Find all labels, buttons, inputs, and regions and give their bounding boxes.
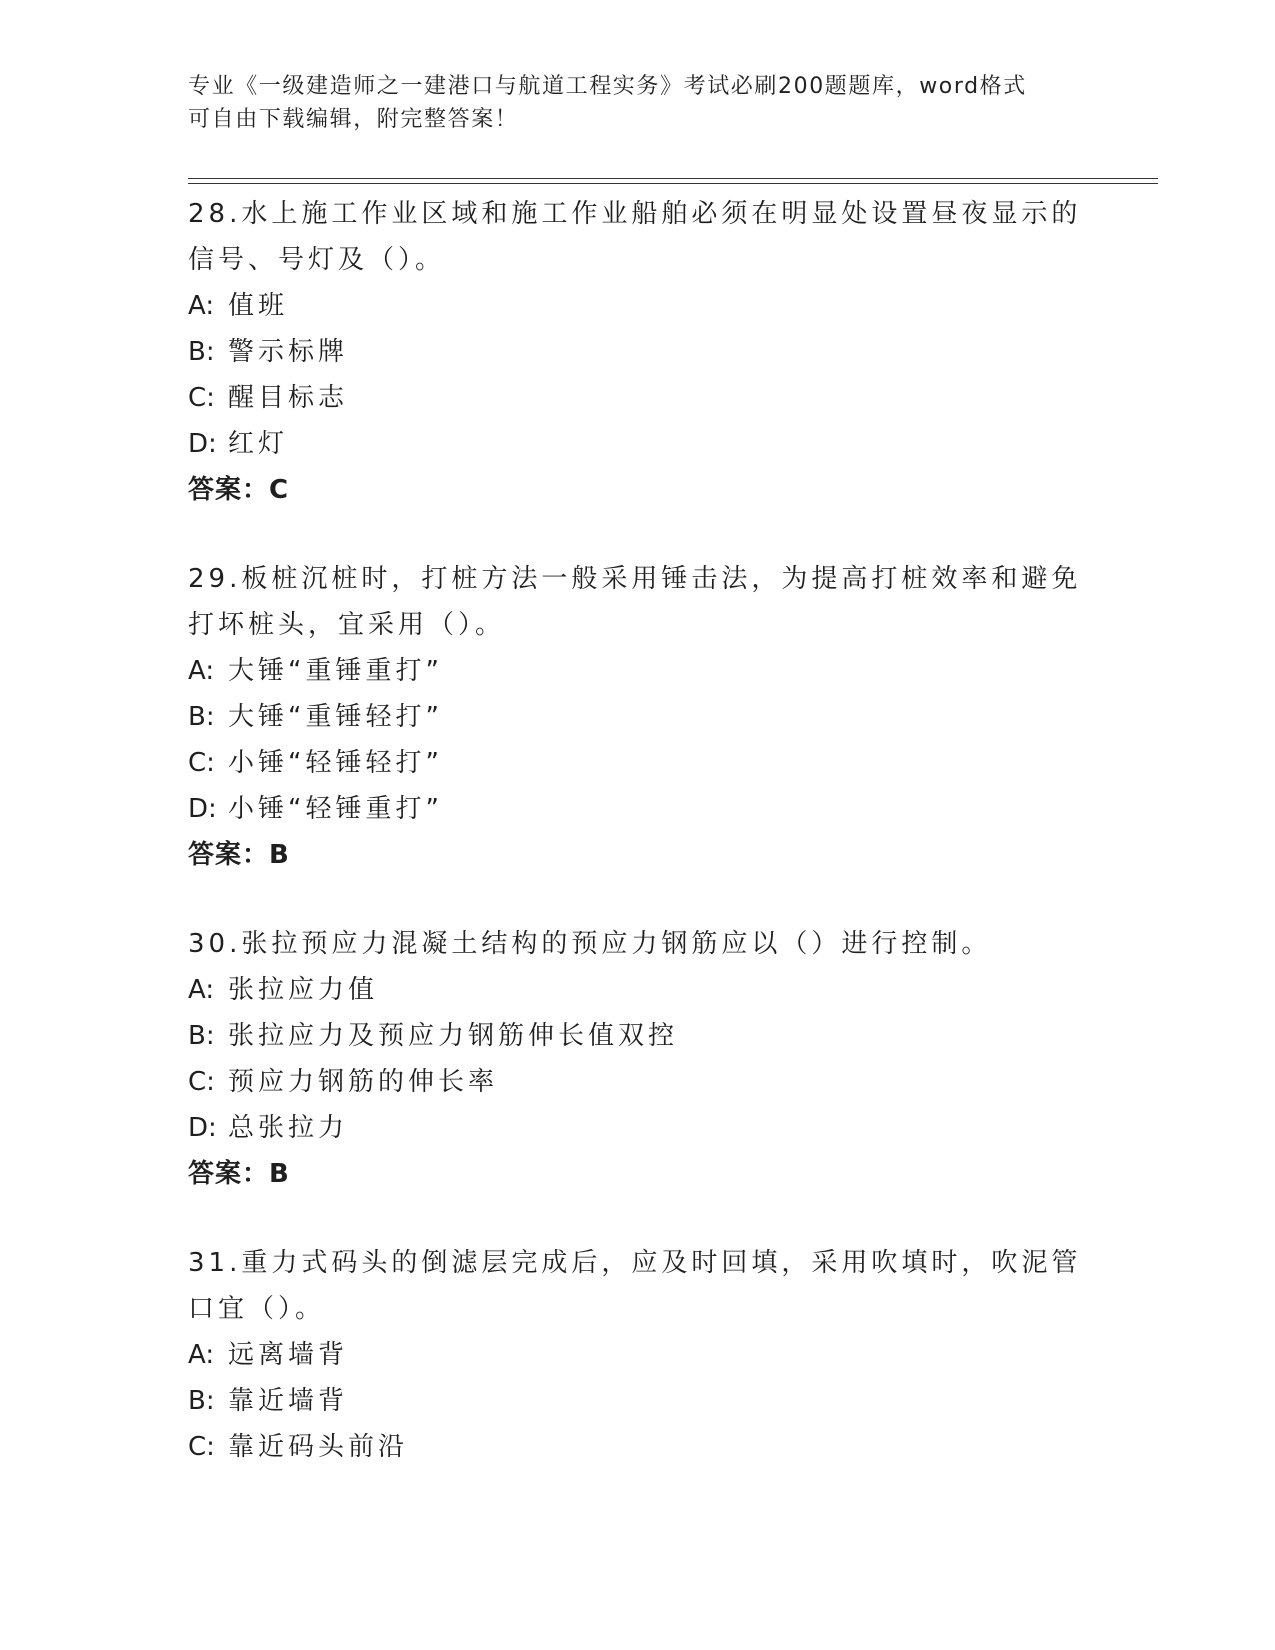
- question-28: [188, 191, 1088, 513]
- option-c: [188, 1424, 1088, 1470]
- question-stem: 29.板桩沉桩时，打桩方法一般采用锤击法，为提高打桩效率和避免打坏桩头，宜采用（）。: [188, 564, 1082, 640]
- option-text: 靠近码头前沿: [228, 1432, 409, 1462]
- answer-line: 答案：B: [188, 840, 290, 870]
- header-divider-top: [188, 178, 1158, 179]
- option-a: [188, 283, 1088, 329]
- question-stem: 31.重力式码头的倒滤层完成后，应及时回填，采用吹填时，吹泥管口宜（）。: [188, 1248, 1082, 1324]
- header-divider-bottom: [188, 183, 1158, 184]
- option-text: 大锤“重锤轻打”: [228, 702, 443, 732]
- option-text: 靠近墙背: [228, 1386, 349, 1416]
- option-key: D:: [188, 794, 217, 824]
- option-a: [188, 967, 1088, 1013]
- question-29: [188, 556, 1088, 878]
- option-text: 红灯: [228, 429, 289, 459]
- question-stem: 30.张拉预应力混凝土结构的预应力钢筋应以（）进行控制。: [188, 929, 992, 959]
- option-key: C:: [188, 748, 215, 778]
- option-text: 总张拉力: [228, 1113, 349, 1143]
- question-30: [188, 921, 1088, 1197]
- option-key: B:: [188, 1021, 215, 1051]
- option-key: D:: [188, 1113, 217, 1143]
- option-a: [188, 1332, 1088, 1378]
- question-stem: 28.水上施工作业区域和施工作业船舶必须在明显处设置昼夜显示的信号、号灯及（）。: [188, 199, 1082, 275]
- option-key: B:: [188, 1386, 215, 1416]
- option-c: [188, 1059, 1088, 1105]
- option-key: C:: [188, 1067, 215, 1097]
- option-text: 预应力钢筋的伸长率: [228, 1067, 499, 1097]
- option-key: A:: [188, 1340, 215, 1370]
- option-text: 醒目标志: [228, 383, 349, 413]
- option-key: B:: [188, 337, 215, 367]
- option-key: A:: [188, 291, 215, 321]
- option-c: [188, 375, 1088, 421]
- answer-line: 答案：C: [188, 475, 290, 505]
- option-key: A:: [188, 656, 215, 686]
- option-d: [188, 786, 1088, 832]
- header-line-2: 可自由下载编辑，附完整答案！: [188, 107, 519, 132]
- option-b: [188, 1378, 1088, 1424]
- option-key: C:: [188, 1432, 215, 1462]
- answer-line: 答案：B: [188, 1159, 290, 1189]
- option-text: 值班: [228, 291, 289, 321]
- option-b: [188, 329, 1088, 375]
- option-text: 小锤“轻锤轻打”: [228, 748, 443, 778]
- option-text: 大锤“重锤重打”: [228, 656, 443, 686]
- option-text: 警示标牌: [228, 337, 349, 367]
- option-text: 远离墙背: [228, 1340, 349, 1370]
- option-text: 张拉应力值: [228, 975, 379, 1005]
- option-key: C:: [188, 383, 215, 413]
- option-a: [188, 648, 1088, 694]
- option-b: [188, 1013, 1088, 1059]
- document-header: [188, 70, 1088, 136]
- option-key: B:: [188, 702, 215, 732]
- header-line-1: 专业《一级建造师之一建港口与航道工程实务》考试必刷200题题库，word格式: [188, 74, 1027, 99]
- option-c: [188, 740, 1088, 786]
- option-text: 张拉应力及预应力钢筋伸长值双控: [228, 1021, 679, 1051]
- option-d: [188, 421, 1088, 467]
- option-key: D:: [188, 429, 217, 459]
- option-key: A:: [188, 975, 215, 1005]
- question-31: [188, 1240, 1088, 1470]
- option-d: [188, 1105, 1088, 1151]
- option-text: 小锤“轻锤重打”: [228, 794, 443, 824]
- option-b: [188, 694, 1088, 740]
